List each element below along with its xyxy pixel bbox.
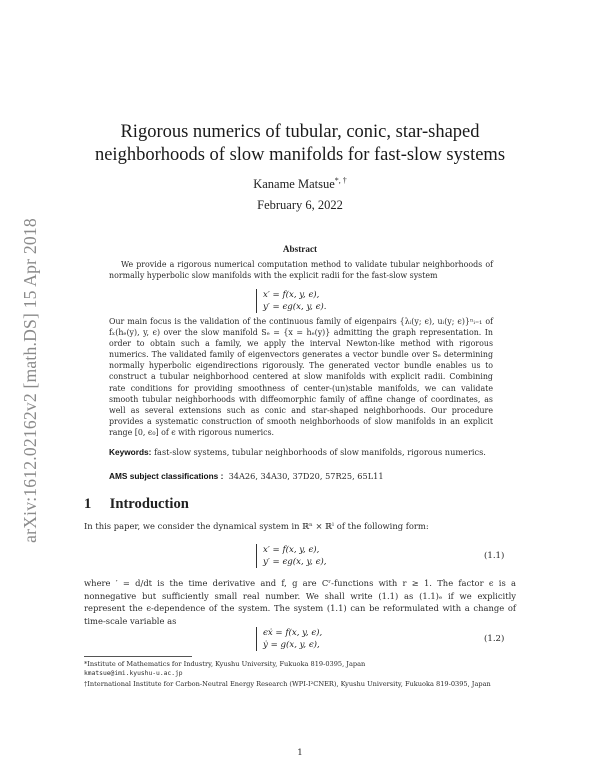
author: [60, 176, 540, 192]
page-number: 1: [297, 748, 303, 758]
abstract-paragraph-2: Our main focus is the validation of the continuous family of eigenpairs {λᵢ(y; ϵ), uᵢ(y; ϵ)}ⁿᵢ₌₁ of fₓ(hₑ(y), y, ϵ) over the slow manifold Sₑ = {x = hₑ(y)} admitting the graph representation. In order to obtain such a family, we apply the interval Newton-like method with rigorous numerics. The validated family of eigenvectors generates a vector bundle over Sₑ determining normally hyperbolic eigendirections rigorously. The generated vector bundle enables us to construct a tubular neighborhood centered at slow manifolds with explicit radii. Combining rate conditions for providing smoothness of center-(un)stable manifolds, we can validate smooth tubular neighborhoods with diffeomorphic family of affine change of coordinates, as well as several extensions such as conic and star-shaped neighborhoods. Our procedure provides a systematic construction of smooth neighborhoods of slow manifolds in an explicit range [0, ϵ₀] of ϵ with rigorous numerics.: [109, 317, 493, 437]
ams-classifications: [109, 471, 509, 481]
footnote-1-email: kmatsue@imi.kyushu-u.ac.jp: [84, 670, 183, 678]
ams-codes: 34A26, 34A30, 37D20, 57R25, 65L11: [228, 471, 384, 481]
author-footnote-marks: *, †: [334, 176, 347, 185]
abstract-equation-line-1: x′ = f(x, y, ϵ),: [263, 290, 320, 300]
equation-1-2-line-2: ẏ = g(x, y, ϵ),: [263, 640, 320, 650]
abstract-equation: [256, 289, 327, 313]
equation-1-1-line-1: x′ = f(x, y, ϵ),: [263, 545, 320, 555]
keywords-label: Keywords:: [109, 447, 152, 457]
footnote-2: †International Institute for Carbon-Neutral Energy Research (WPI-I²CNER), Kyushu University, Fukuoka 819-0395, Japan: [84, 680, 491, 688]
footnote-rule: [84, 656, 192, 657]
equation-1-1: [256, 544, 327, 568]
section-heading: [84, 496, 189, 513]
arxiv-stamp: arXiv:1612.02162v2 [math.DS] 15 Apr 2018: [19, 217, 40, 543]
abstract-paragraph-1: We provide a rigorous numerical computation method to validate tubular neighborhoods of normally hyperbolic slow manifolds with the explicit radii for the fast-slow system: [109, 260, 493, 281]
keywords-text: fast-slow systems, tubular neighborhoods of slow manifolds, rigorous numerics.: [154, 447, 486, 457]
section-number: 1: [84, 496, 92, 512]
intro-paragraph-1: In this paper, we consider the dynamical system in ℝⁿ × ℝˡ of the following form:: [84, 521, 429, 531]
intro-paragraph-2: where ′ = d/dt is the time derivative and f, g are Cʳ-functions with r ≥ 1. The factor ϵ is a nonnegative but sufficiently small real number. We shall write (1.1) as (1.1)ₑ if we explicitly represent the ϵ-dependence of the system. The system (1.1) can be reformulated with a change of time-scale variable as: [84, 578, 516, 626]
keywords: [109, 447, 509, 457]
title-line-2: neighborhoods of slow manifolds for fast-slow systems: [94, 144, 506, 165]
equation-1-2-line-1: ϵẋ = f(x, y, ϵ),: [263, 628, 323, 638]
equation-number-1-1: (1.1): [484, 551, 505, 561]
equation-1-1-line-2: y′ = ϵg(x, y, ϵ),: [263, 557, 327, 567]
section-title: Introduction: [109, 496, 189, 512]
equation-1-2: [256, 627, 322, 651]
abstract-heading: Abstract: [282, 244, 318, 254]
abstract-equation-line-2: y′ = ϵg(x, y, ϵ).: [263, 302, 327, 312]
title-line-1: Rigorous numerics of tubular, conic, star-shaped: [120, 122, 480, 142]
footnote-1-text: *Institute of Mathematics for Industry, Kyushu University, Fukuoka 819-0395, Japan: [84, 660, 366, 668]
date: February 6, 2022: [257, 198, 343, 212]
author-name: Kaname Matsue: [253, 177, 335, 192]
ams-label: AMS subject classifications :: [109, 471, 224, 481]
equation-number-1-2: (1.2): [484, 634, 505, 644]
footnote-1: [84, 660, 516, 679]
paper-title: [60, 121, 540, 166]
